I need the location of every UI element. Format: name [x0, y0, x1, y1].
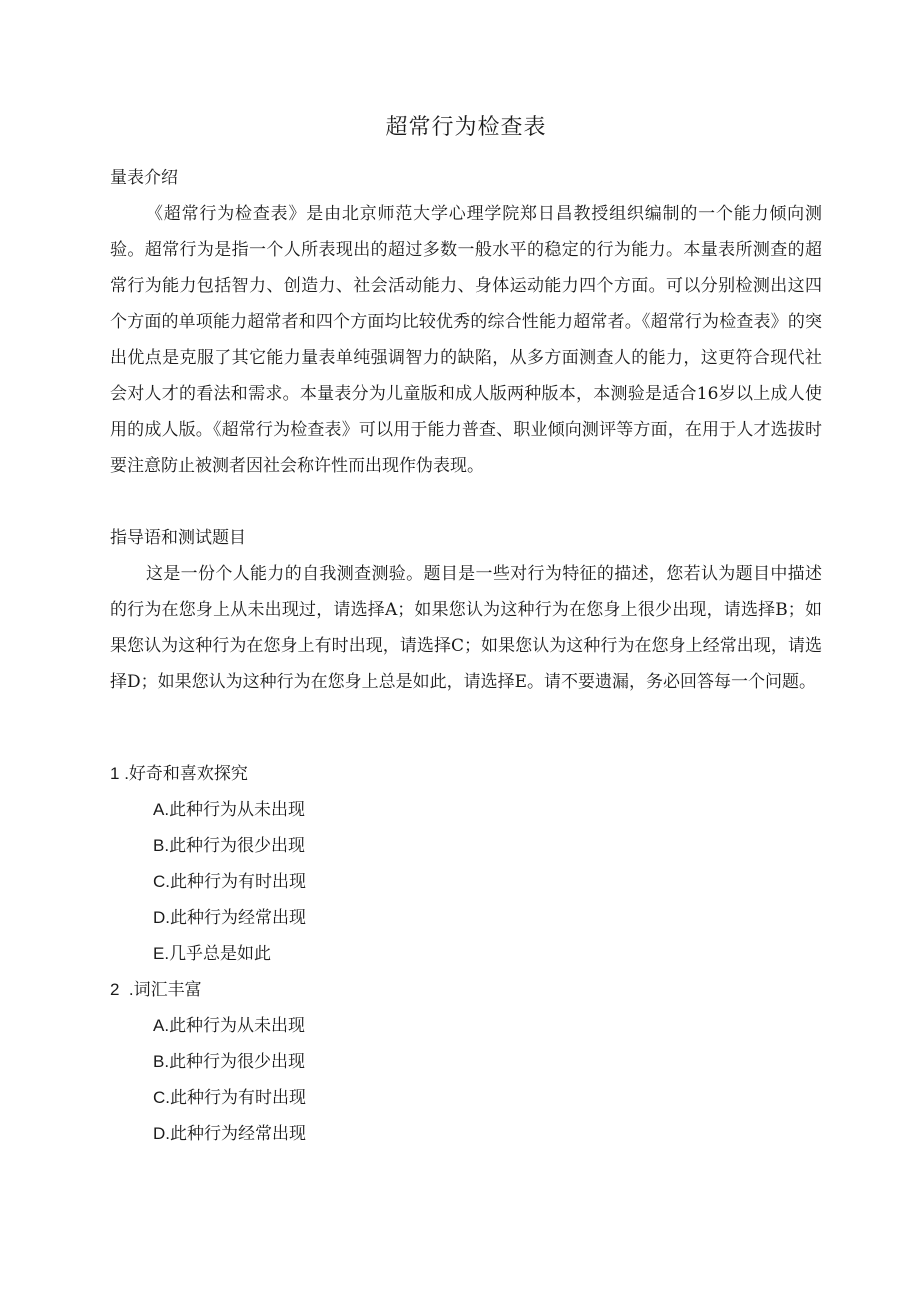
option-letter: B. [153, 836, 170, 855]
option-letter: D. [153, 908, 170, 927]
answer-option[interactable] [110, 900, 822, 936]
option-letter: A. [153, 1016, 170, 1035]
answer-option[interactable] [110, 1080, 822, 1116]
answer-option[interactable] [110, 828, 822, 864]
question-separator: . [119, 980, 134, 999]
answer-option[interactable] [110, 792, 822, 828]
section-body-instructions: 这是一份个人能力的自我测查测验。题目是一些对行为特征的描述，您若认为题目中描述的行为在您身上从未出现过，请选择A；如果您认为这种行为在您身上很少出现，请选择B；如果您认为这种行为在您身上有时出现，请选择C；如果您认为这种行为在您身上经常出现，请选择D；如果您认为这种行为在您身上总是如此，请选择E。请不要遗漏，务必回答每一个问题。 [110, 564, 822, 692]
question-title [110, 756, 822, 792]
answer-option[interactable] [110, 936, 822, 972]
option-text: 此种行为经常出现 [170, 908, 306, 928]
option-letter: C. [153, 872, 170, 891]
question-number: 1 [110, 764, 120, 783]
document-title: 超常行为检查表 [385, 115, 547, 140]
option-text: 此种行为很少出现 [169, 1052, 306, 1072]
answer-option[interactable] [110, 864, 822, 900]
answer-option[interactable] [110, 1044, 822, 1080]
section-body-intro: 《超常行为检查表》是由北京师范大学心理学院郑日昌教授组织编制的一个能力倾向测验。超常行为是指一个人所表现出的超过多数一般水平的稳定的行为能力。本量表所测查的超常行为能力包括智力、创造力、社会活动能力、身体运动能力四个方面。可以分别检测出这四个方面的单项能力超常者和四个方面均比较优秀的综合性能力超常者。《超常行为检查表》的突出优点是克服了其它能力量表单纯强调智力的缺陷，从多方面测查人的能力，这更符合现代社会对人才的看法和需求。本量表分为儿童版和成人版两种版本，本测验是适合16岁以上成人使用的成人版。《超常行为检查表》可以用于能力普查、职业倾向测评等方面，在用于人才选拔时要注意防止被测者因社会称许性而出现作伪表现。 [110, 204, 822, 476]
answer-option[interactable] [110, 1116, 822, 1152]
option-letter: C. [153, 1088, 170, 1107]
question-text: 词汇丰富 [133, 980, 202, 1000]
answer-option[interactable] [110, 1008, 822, 1044]
option-text: 此种行为从未出现 [169, 800, 306, 820]
option-letter: A. [153, 800, 170, 819]
section-heading-intro: 量表介绍 [110, 168, 178, 188]
option-text: 几乎总是如此 [169, 944, 272, 964]
option-letter: E. [153, 944, 170, 963]
question-number: 2 [110, 980, 120, 999]
option-letter: D. [153, 1124, 170, 1143]
section-heading-instructions: 指导语和测试题目 [110, 528, 246, 548]
option-text: 此种行为很少出现 [169, 836, 306, 856]
question-2 [110, 972, 822, 1152]
option-text: 此种行为有时出现 [170, 1088, 306, 1108]
option-letter: B. [153, 1052, 170, 1071]
option-text: 此种行为经常出现 [170, 1124, 306, 1144]
question-text: 好奇和喜欢探究 [128, 764, 248, 784]
question-title [110, 972, 822, 1008]
question-1 [110, 756, 822, 972]
option-text: 此种行为从未出现 [169, 1016, 306, 1036]
question-separator: . [119, 764, 129, 783]
option-text: 此种行为有时出现 [170, 872, 306, 892]
